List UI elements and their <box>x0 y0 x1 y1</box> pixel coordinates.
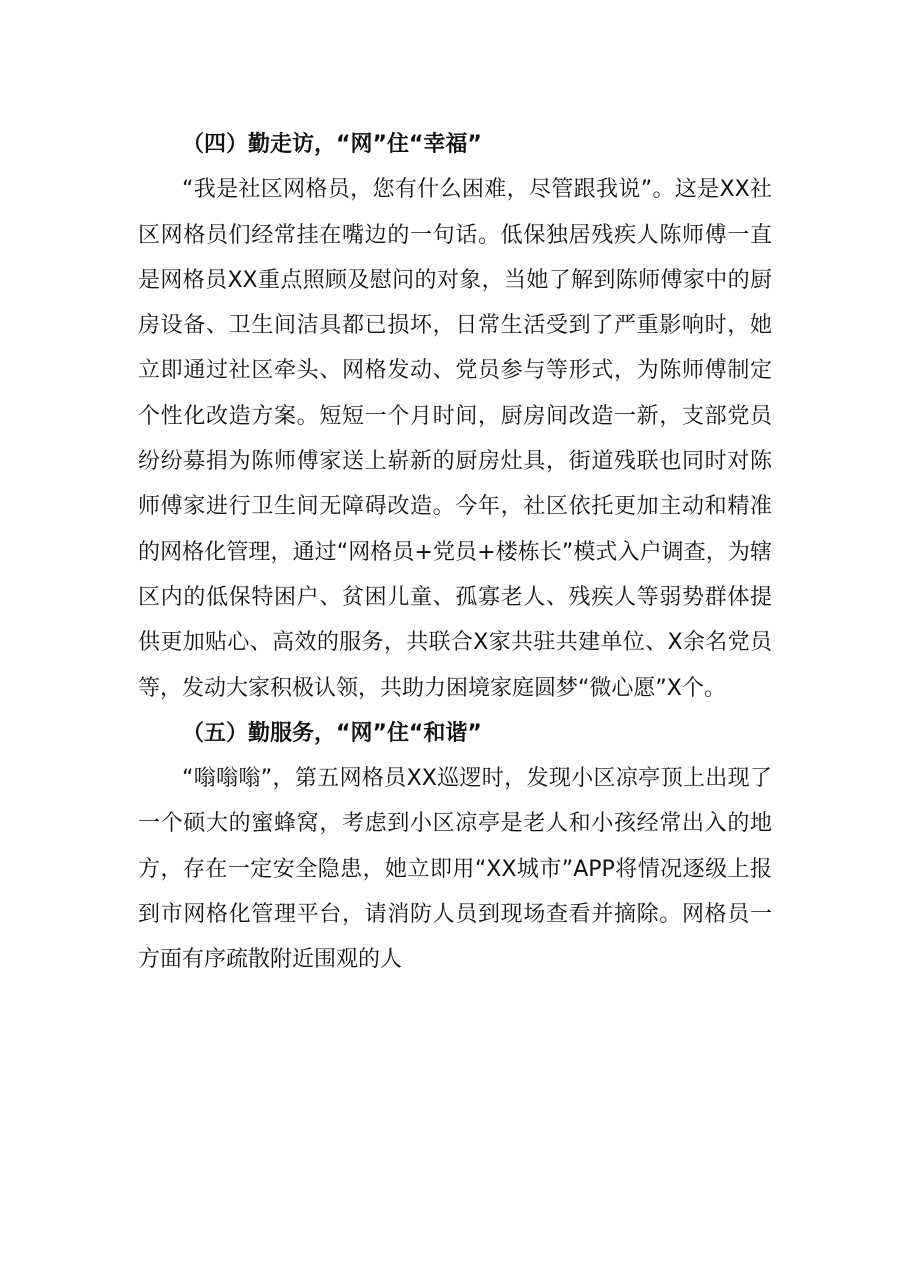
section-paragraph-4: “我是社区网格员，您有什么困难，尽管跟我说”。这是XX社区网格员们经常挂在嘴边的一句话。低保独居残疾人陈师傅一直是网格员XX重点照顾及慰问的对象，当她了解到陈师傅家中的厨房设备、卫生间洁具都已损坏，日常生活受到了严重影响时，她立即通过社区牵头、网格发动、党员参与等形式，为陈师傅制定个性化改造方案。短短一个月时间，厨房间改造一新，支部党员纷纷募捐为陈师傅家送上崭新的厨房灶具，街道残联也同时对陈师傅家进行卫生间无障碍改造。今年，社区依托更加主动和精准的网格化管理，通过“网格员+党员+楼栋长”模式入户调查，为辖区内的低保特困户、贫困儿童、孤寡老人、残疾人等弱势群体提供更加贴心、高效的服务，共联合X家共驻共建单位、X余名党员等，发动大家积极认领，共助力困境家庭圆梦“微心愿”X个。 <box>138 177 772 701</box>
section-heading-5: （五）勤服务，“网”住“和谐” <box>182 720 482 746</box>
section-paragraph-5: “嗡嗡嗡”，第五网格员XX巡逻时，发现小区凉亭顶上出现了一个硕大的蜜蜂窝，考虑到小区凉亭是老人和小孩经常出入的地方，存在一定安全隐患，她立即用“XX城市”APP将情况逐级上报到市网格化管理平台，请消防人员到现场查看并摘除。网格员一方面有序疏散附近围观的人 <box>138 766 772 973</box>
section-heading-4: （四）勤走访，“网”住“幸福” <box>182 132 482 157</box>
document-body <box>138 122 772 983</box>
